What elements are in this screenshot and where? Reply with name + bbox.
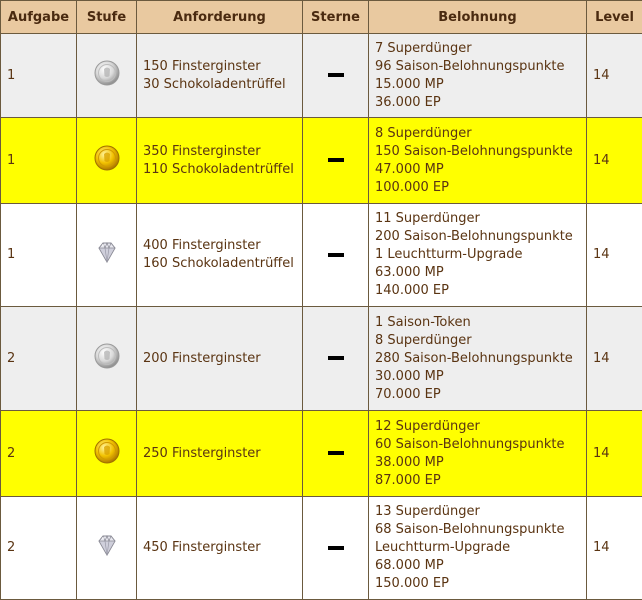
stage-cell	[77, 118, 137, 204]
table-row	[1, 204, 642, 307]
reward-cell	[369, 497, 587, 600]
level-cell: 14	[587, 204, 642, 307]
reward-line: 87.000 EP	[375, 472, 580, 490]
reward-line: 100.000 EP	[375, 179, 580, 197]
requirement-line: 400 Finsterginster	[143, 237, 296, 255]
stars-cell	[303, 307, 369, 411]
stage-cell	[77, 307, 137, 411]
column-header-requirement[interactable]: Anforderung	[137, 1, 303, 34]
reward-cell	[369, 34, 587, 118]
dash-icon	[328, 253, 344, 257]
dash-icon	[328, 451, 344, 455]
requirement-line: 250 Finsterginster	[143, 445, 296, 463]
level-cell: 14	[587, 118, 642, 204]
silver-medal-icon	[92, 58, 122, 94]
reward-line: 8 Superdünger	[375, 125, 580, 143]
requirement-cell	[137, 204, 303, 307]
table-row	[1, 34, 642, 118]
column-header-task[interactable]: Aufgabe	[1, 1, 77, 34]
requirement-line: 350 Finsterginster	[143, 143, 296, 161]
requirement-cell	[137, 411, 303, 497]
dash-icon	[328, 158, 344, 162]
stars-cell	[303, 204, 369, 307]
requirement-line: 150 Finsterginster	[143, 58, 296, 76]
stage-cell	[77, 204, 137, 307]
reward-line: 1 Saison-Token	[375, 314, 580, 332]
requirement-line: 200 Finsterginster	[143, 350, 296, 368]
reward-cell	[369, 118, 587, 204]
reward-line: 200 Saison-Belohnungspunkte	[375, 228, 580, 246]
dash-icon	[328, 546, 344, 550]
stars-cell	[303, 118, 369, 204]
level-cell: 14	[587, 411, 642, 497]
reward-line: 11 Superdünger	[375, 210, 580, 228]
reward-line: 12 Superdünger	[375, 418, 580, 436]
level-cell: 14	[587, 307, 642, 411]
table-row	[1, 411, 642, 497]
reward-line: 150.000 EP	[375, 575, 580, 593]
column-header-stars[interactable]: Sterne	[303, 1, 369, 34]
dash-icon	[328, 356, 344, 360]
reward-line: 30.000 MP	[375, 368, 580, 386]
reward-line: 15.000 MP	[375, 76, 580, 94]
requirement-cell	[137, 118, 303, 204]
table-header-row	[1, 1, 642, 34]
requirement-line: 450 Finsterginster	[143, 539, 296, 557]
table-row	[1, 307, 642, 411]
reward-line: Leuchtturm-Upgrade	[375, 539, 580, 557]
column-header-reward[interactable]: Belohnung	[369, 1, 587, 34]
reward-line: 60 Saison-Belohnungspunkte	[375, 436, 580, 454]
requirement-line: 110 Schokoladentrüffel	[143, 161, 296, 179]
task-cell: 1	[1, 204, 77, 307]
gold-medal-icon	[92, 143, 122, 179]
reward-cell	[369, 204, 587, 307]
reward-line: 63.000 MP	[375, 264, 580, 282]
reward-line: 8 Superdünger	[375, 332, 580, 350]
stage-cell	[77, 411, 137, 497]
reward-line: 1 Leuchtturm-Upgrade	[375, 246, 580, 264]
reward-line: 7 Superdünger	[375, 40, 580, 58]
stage-cell	[77, 34, 137, 118]
task-cell: 2	[1, 411, 77, 497]
stars-cell	[303, 34, 369, 118]
reward-line: 68.000 MP	[375, 557, 580, 575]
stars-cell	[303, 411, 369, 497]
requirement-cell	[137, 497, 303, 600]
gold-medal-icon	[92, 436, 122, 472]
reward-line: 68 Saison-Belohnungspunkte	[375, 521, 580, 539]
silver-medal-icon	[92, 341, 122, 377]
level-cell: 14	[587, 34, 642, 118]
level-cell: 14	[587, 497, 642, 600]
stars-cell	[303, 497, 369, 600]
reward-line: 140.000 EP	[375, 282, 580, 300]
task-cell: 1	[1, 118, 77, 204]
requirement-cell	[137, 307, 303, 411]
column-header-stage[interactable]: Stufe	[77, 1, 137, 34]
table-row	[1, 497, 642, 600]
column-header-level[interactable]: Level	[587, 1, 642, 34]
reward-line: 70.000 EP	[375, 386, 580, 404]
reward-line: 96 Saison-Belohnungspunkte	[375, 58, 580, 76]
dash-icon	[328, 73, 344, 77]
reward-line: 47.000 MP	[375, 161, 580, 179]
reward-line: 280 Saison-Belohnungspunkte	[375, 350, 580, 368]
reward-line: 150 Saison-Belohnungspunkte	[375, 143, 580, 161]
stage-cell	[77, 497, 137, 600]
requirement-cell	[137, 34, 303, 118]
reward-line: 38.000 MP	[375, 454, 580, 472]
table-row	[1, 118, 642, 204]
task-cell: 2	[1, 497, 77, 600]
reward-line: 36.000 EP	[375, 94, 580, 112]
task-cell: 2	[1, 307, 77, 411]
reward-cell	[369, 307, 587, 411]
diamond-icon	[92, 530, 122, 566]
task-cell: 1	[1, 34, 77, 118]
diamond-icon	[92, 237, 122, 273]
reward-line: 13 Superdünger	[375, 503, 580, 521]
reward-cell	[369, 411, 587, 497]
requirement-line: 160 Schokoladentrüffel	[143, 255, 296, 273]
requirement-line: 30 Schokoladentrüffel	[143, 76, 296, 94]
